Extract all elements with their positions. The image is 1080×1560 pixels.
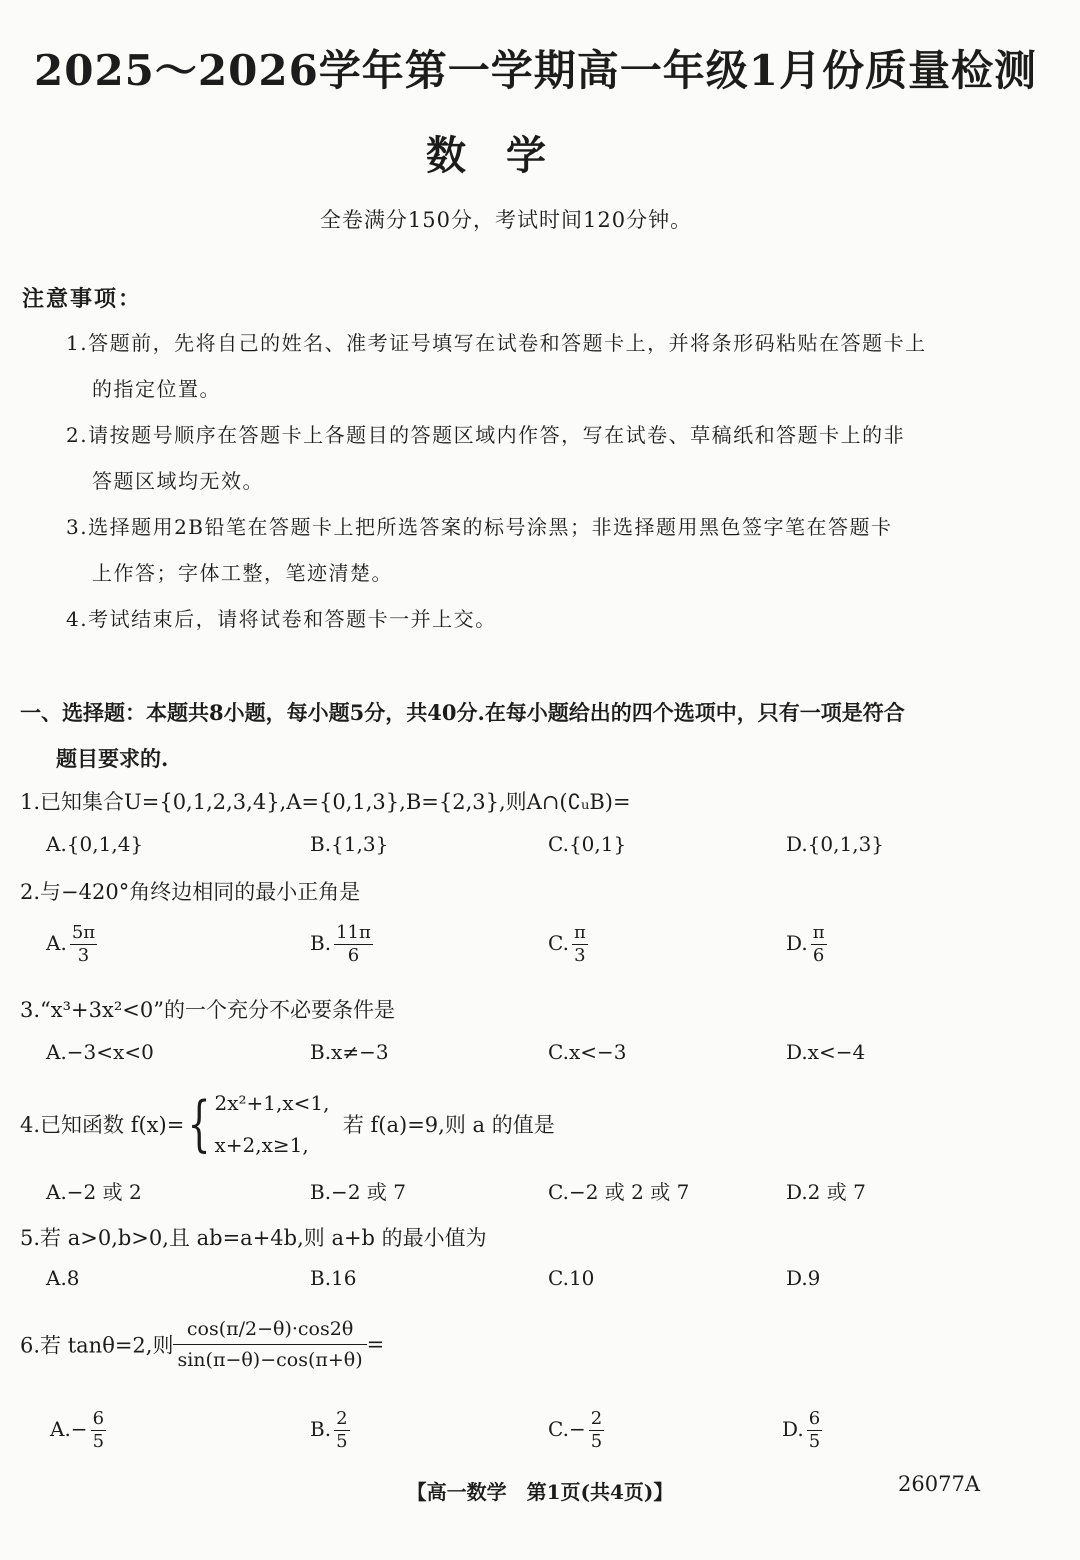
- q6-denominator: sin(π−θ)−cos(π+θ): [177, 1349, 363, 1371]
- q2-d-num: π: [812, 922, 825, 943]
- q4-case-2: x+2,x≥1,: [214, 1133, 309, 1157]
- q6-option-d: [782, 1408, 822, 1453]
- q5-option-c: C.10: [548, 1266, 595, 1290]
- q2-a-den: 3: [77, 945, 90, 966]
- q4-option-d: D.2 或 7: [786, 1180, 866, 1204]
- q2-d-label: D.: [786, 931, 808, 955]
- q6-a-num: 6: [92, 1408, 105, 1429]
- q6-expression-fraction: [173, 1318, 366, 1371]
- paper-code: 26077A: [898, 1472, 980, 1496]
- exam-title: 2025～2026学年第一学期高一年级1月份质量检测: [34, 46, 1038, 95]
- q6-stem-pre: 6.若 tanθ=2,则: [20, 1333, 174, 1358]
- notice-item-1-line1: 1.答题前，先将自己的姓名、准考证号填写在试卷和答题卡上，并将条形码粘贴在答题卡上: [66, 331, 927, 355]
- notice-item-3-line2: 上作答；字体工整，笔迹清楚。: [92, 561, 393, 585]
- q5-option-d: D.9: [786, 1266, 821, 1290]
- q6-a-fraction: [91, 1408, 106, 1453]
- q6-d-label: D.: [782, 1417, 804, 1441]
- notice-item-2-line2: 答题区域均无效。: [92, 469, 264, 493]
- notice-item-4-line1: 4.考试结束后，请将试卷和答题卡一并上交。: [66, 607, 497, 631]
- q2-a-fraction: [70, 922, 97, 967]
- q2-c-label: C.: [548, 931, 569, 955]
- notice-item-2: [66, 412, 996, 504]
- q3-option-c: C.x<−3: [548, 1040, 627, 1064]
- q2-b-label: B.: [310, 931, 332, 955]
- q2-d-den: 6: [812, 945, 825, 966]
- q6-option-c: [548, 1408, 604, 1453]
- q3-option-a: A.−3<x<0: [46, 1040, 154, 1064]
- q6-stem-post: =: [366, 1332, 385, 1357]
- notice-heading: 注意事项：: [22, 286, 143, 312]
- question-4-stem: [20, 1082, 555, 1166]
- section-1-line1: 一、选择题：本题共8小题，每小题5分，共40分.在每小题给出的四个选项中，只有一项是符合: [20, 700, 905, 725]
- question-1-stem: 1.已知集合U={0,1,2,3,4},A={0,1,3},B={2,3},则A∩(∁ᵤB)=: [20, 790, 631, 814]
- q1-option-a: A.{0,1,4}: [46, 832, 144, 856]
- q6-c-den: 5: [590, 1431, 603, 1452]
- q5-option-a: A.8: [46, 1266, 80, 1290]
- q6-b-den: 5: [336, 1431, 348, 1452]
- q6-b-num: 2: [336, 1408, 348, 1429]
- notice-item-1-line2: 的指定位置。: [92, 377, 221, 401]
- q1-option-c: C.{0,1}: [548, 832, 627, 856]
- q4-cases: [215, 1082, 330, 1166]
- q2-b-den: 6: [347, 945, 360, 966]
- q6-option-a: [50, 1408, 106, 1453]
- q2-a-label: A.: [46, 931, 67, 955]
- q4-option-c: C.−2 或 2 或 7: [548, 1180, 690, 1204]
- q6-b-fraction: [334, 1408, 349, 1453]
- q1-option-d: D.{0,1,3}: [786, 832, 885, 856]
- question-5-stem: 5.若 a>0,b>0,且 ab=a+4b,则 a+b 的最小值为: [20, 1226, 487, 1250]
- notice-item-1: [66, 320, 996, 412]
- q2-option-b: [310, 922, 373, 967]
- full-score-note: 全卷满分150分，考试时间120分钟。: [319, 208, 693, 232]
- q2-c-fraction: [572, 922, 588, 967]
- notice-item-4: [66, 596, 996, 642]
- question-2-stem: 2.与−420°角终边相同的最小正角是: [20, 880, 361, 904]
- q2-b-fraction: [334, 922, 373, 967]
- q2-option-a: [46, 922, 97, 967]
- q2-option-d: [786, 922, 827, 967]
- q6-numerator: cos(π/2−θ)·cos2θ: [173, 1318, 366, 1345]
- q6-c-num: 2: [590, 1408, 603, 1429]
- q6-b-label: B.: [310, 1417, 332, 1441]
- q1-option-b: B.{1,3}: [310, 832, 389, 856]
- q4-case-1: 2x²+1,x<1,: [214, 1091, 330, 1115]
- q5-option-b: B.16: [310, 1266, 357, 1290]
- notice-item-3: [66, 504, 996, 596]
- section-1-line2: 题目要求的.: [56, 746, 169, 771]
- page-footer: 【高一数学 第1页(共4页)】: [406, 1480, 674, 1504]
- q4-option-b: B.−2 或 7: [310, 1180, 406, 1204]
- q6-c-fraction: [589, 1408, 604, 1453]
- q6-d-num: 6: [808, 1408, 821, 1429]
- q2-a-num: 5π: [71, 922, 96, 943]
- question-3-stem: 3.“x³+3x²<0”的一个充分不必要条件是: [20, 998, 395, 1022]
- subject-title: 数学: [426, 132, 586, 179]
- q6-a-den: 5: [92, 1431, 105, 1452]
- q6-a-label: A.−: [50, 1417, 88, 1441]
- q4-stem-post: 若 f(a)=9,则 a 的值是: [342, 1113, 555, 1137]
- q6-option-b: [310, 1408, 350, 1453]
- q4-stem-pre: 4.已知函数 f(x)=: [20, 1113, 185, 1137]
- question-6-stem: [20, 1318, 384, 1371]
- q6-c-label: C.−: [548, 1417, 586, 1441]
- q6-d-den: 5: [808, 1431, 821, 1452]
- q2-d-fraction: [811, 922, 827, 967]
- notice-item-2-line1: 2.请按题号顺序在答题卡上各题目的答题区域内作答，写在试卷、草稿纸和答题卡上的非: [66, 423, 906, 447]
- q6-d-fraction: [807, 1408, 822, 1453]
- q2-c-den: 3: [574, 945, 586, 966]
- q2-option-c: [548, 922, 588, 967]
- q3-option-b: B.x≠−3: [310, 1040, 389, 1064]
- q2-c-num: π: [573, 922, 586, 943]
- q3-option-d: D.x<−4: [786, 1040, 866, 1064]
- notice-item-3-line1: 3.选择题用2B铅笔在答题卡上把所选答案的标号涂黑；非选择题用黑色签字笔在答题卡: [66, 515, 893, 539]
- q4-brace: {: [187, 1089, 211, 1159]
- q2-b-num: 11π: [336, 922, 371, 943]
- section-1-heading: [20, 690, 1000, 782]
- q4-option-a: A.−2 或 2: [46, 1180, 142, 1204]
